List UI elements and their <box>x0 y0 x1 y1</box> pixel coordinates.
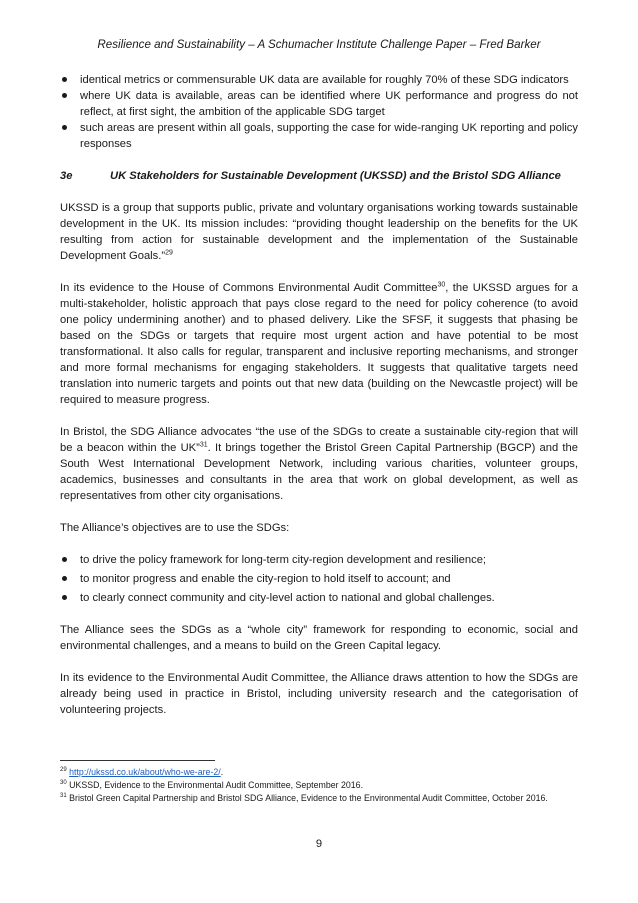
footnote-divider <box>60 760 215 761</box>
footnote-number: 29 <box>60 767 67 774</box>
bullet-text: where UK data is available, areas can be identified where UK performance and progress do not reflect, at first sight, the ambition of the applicable SDG target <box>80 90 578 118</box>
paragraph-ukssd-intro <box>60 200 578 264</box>
footnote-31 <box>60 792 578 805</box>
footnote-text: UKSSD, Evidence to the Environmental Audit Committee, September 2016. <box>69 780 364 790</box>
paragraph-bristol-alliance <box>60 424 578 504</box>
footnote-ref[interactable]: 30 <box>437 281 446 289</box>
bullet-icon <box>62 77 67 82</box>
paragraph-text: , the UKSSD argues for a multi-stakeholder, holistic approach that pays close regard to the need for policy coherence (to avoid one policy undermining another) and to phased delivery. Like the SFSF, it suggests that phasing be based on the SDGs or targets that require most urgent action and have potential to be most transformational. It also calls for regular, transparent and inclusive reporting mechanisms, and stronger and more formal mechanisms for engaging stakeholders. It suggests that qualitative targets need translation into numeric targets and points out that new data (building on the Newcastle project) will be required to measure progress. <box>60 282 579 406</box>
paragraph-text: In Bristol, the SDG Alliance advocates “the use of the SDGs to create a sustainable city-region that will be a beacon within the UK” <box>60 426 578 454</box>
bullet-text: such areas are present within all goals, supporting the case for wide-ranging UK reporting and policy responses <box>80 122 578 150</box>
bullet-text: to drive the policy framework for long-term city-region development and resilience; <box>80 554 487 566</box>
footnote-ref[interactable]: 29 <box>165 249 173 257</box>
body-content <box>60 72 578 734</box>
bullet-icon <box>62 93 67 98</box>
paragraph-evidence-bristol: In its evidence to the Environmental Audit Committee, the Alliance draws attention to how the SDGs are already being used in practice in Bristol, including university research and the categorisation of volunteering projects. <box>60 672 578 716</box>
footnote-number: 30 <box>60 780 67 787</box>
intro-bullet-list <box>60 72 578 152</box>
bullet-icon <box>62 125 67 130</box>
list-item <box>60 88 578 120</box>
list-item <box>60 571 578 587</box>
paragraph-objectives-intro: The Alliance’s objectives are to use the SDGs: <box>60 522 290 534</box>
running-header: Resilience and Sustainability – A Schumacher Institute Challenge Paper – Fred Barker <box>97 38 541 51</box>
section-title: UK Stakeholders for Sustainable Development (UKSSD) and the Bristol SDG Alliance <box>110 170 561 182</box>
footnote-29 <box>60 766 578 779</box>
footnote-text: . <box>220 767 224 777</box>
list-item <box>60 120 578 152</box>
bullet-icon <box>62 595 67 600</box>
list-item <box>60 590 578 606</box>
bullet-text: to monitor progress and enable the city-region to hold itself to account; and <box>80 573 451 585</box>
section-heading <box>60 168 578 184</box>
paragraph-text: UKSSD is a group that supports public, private and voluntary organisations working towards sustainable development in the UK. Its mission includes: “providing thought leadership on the benefits for the UK resulting from action for sustainable development and the implementation of the Sustainable Development Goals.” <box>60 202 578 262</box>
footnotes <box>60 766 578 805</box>
bullet-text: identical metrics or commensurable UK data are available for roughly 70% of these SDG indicators <box>80 74 569 86</box>
bullet-icon <box>62 576 67 581</box>
footnote-number: 31 <box>60 793 67 800</box>
footnote-link[interactable]: http://ukssd.co.uk/about/who-we-are-2/ <box>69 767 221 777</box>
paragraph-whole-city: The Alliance sees the SDGs as a “whole city” framework for responding to economic, social and environmental challenges, and a means to build on the Green Capital legacy. <box>60 624 578 652</box>
list-item <box>60 72 578 88</box>
paragraph-text: . It brings together the Bristol Green Capital Partnership (BGCP) and the South West International Development Network, including various charities, volunteer groups, academics, businesses and consultants in the area that work on global development, as well as representatives from other city organisations. <box>60 442 578 502</box>
list-item <box>60 552 578 568</box>
footnote-text: Bristol Green Capital Partnership and Bristol SDG Alliance, Evidence to the Environmental Audit Committee, October 2016. <box>69 793 548 803</box>
page-number: 9 <box>315 838 323 850</box>
bullet-text: to clearly connect community and city-level action to national and global challenges. <box>80 592 495 604</box>
section-number: 3e <box>60 170 73 182</box>
footnote-ref[interactable]: 31 <box>199 441 208 449</box>
paragraph-text: In its evidence to the House of Commons Environmental Audit Committee <box>60 282 438 294</box>
objectives-list <box>60 552 578 606</box>
paragraph-ukssd-evidence <box>60 280 578 408</box>
bullet-icon <box>62 557 67 562</box>
footnote-30 <box>60 779 578 792</box>
